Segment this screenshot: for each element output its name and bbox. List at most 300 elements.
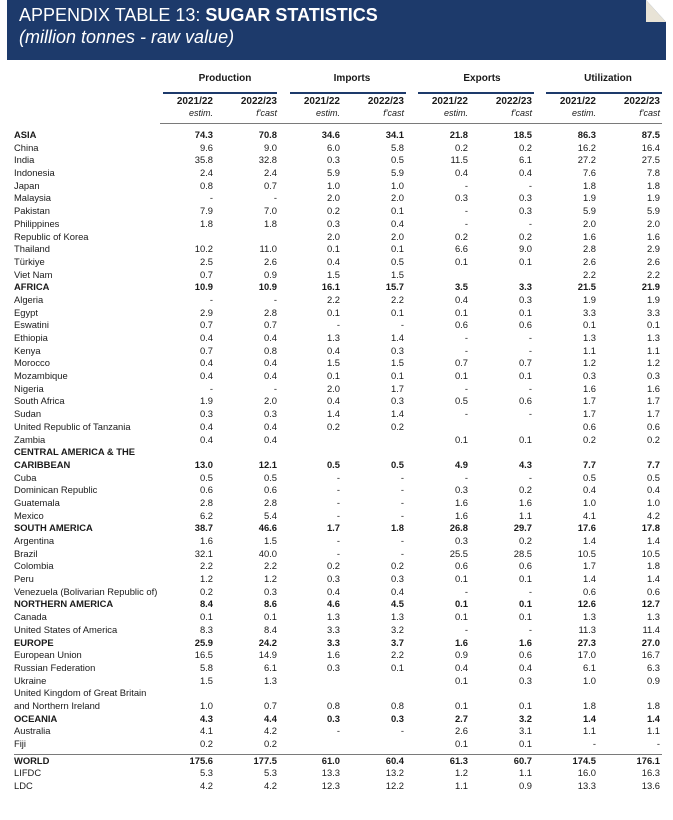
table-cell: 1.6 — [646, 382, 660, 394]
table-cell: 0.3 — [646, 370, 660, 382]
table-cell: 0.6 — [518, 649, 532, 661]
column-year: 2021/22 — [431, 96, 468, 107]
row-label: Türkiye — [14, 255, 45, 267]
row-label: Philippines — [14, 217, 60, 229]
row-label: Viet Nam — [14, 268, 53, 280]
table-cell: 1.7 — [646, 408, 660, 420]
table-cell: 0.3 — [390, 344, 404, 356]
table-cell: 0.2 — [518, 484, 532, 496]
table-cell: 0.3 — [454, 484, 468, 496]
table-row — [0, 345, 673, 358]
table-row — [0, 205, 673, 218]
row-label: Sudan — [14, 408, 42, 420]
row-label: Indonesia — [14, 167, 55, 179]
table-cell: 1.5 — [326, 357, 340, 369]
table-cell: 0.9 — [518, 780, 532, 792]
table-row — [0, 370, 673, 383]
table-cell: 0.6 — [454, 319, 468, 331]
table-cell: 60.7 — [513, 754, 532, 766]
table-cell: 1.4 — [646, 535, 660, 547]
column-estimate-type: estim. — [315, 108, 340, 118]
table-cell: 0.4 — [263, 332, 277, 343]
row-label: Nigeria — [14, 382, 44, 394]
table-cell: 0.6 — [454, 560, 468, 572]
table-cell: 0.1 — [518, 573, 532, 585]
table-cell: 1.8 — [582, 179, 596, 191]
table-cell: 3.3 — [326, 623, 340, 635]
row-label: Cuba — [14, 471, 37, 483]
column-year: 2022/23 — [623, 96, 660, 107]
table-cell: 10.2 — [194, 243, 213, 255]
table-cell: 0.1 — [326, 370, 340, 382]
table-cell: 0.7 — [263, 699, 277, 711]
table-cell: 2.9 — [646, 243, 660, 255]
table-row — [0, 662, 673, 675]
table-cell: 1.0 — [326, 179, 340, 191]
table-cell: 0.4 — [199, 332, 213, 343]
table-cell: 0.4 — [518, 661, 532, 673]
table-cell: 1.8 — [646, 560, 660, 572]
table-row — [0, 269, 673, 282]
table-row — [0, 192, 673, 205]
table-cell: 0.7 — [199, 268, 213, 280]
table-cell: 34.1 — [385, 129, 404, 140]
table-cell: 1.4 — [390, 408, 404, 420]
title-bold: SUGAR STATISTICS — [205, 5, 378, 25]
table-cell: 0.2 — [199, 585, 213, 597]
table-cell: 1.5 — [390, 357, 404, 369]
table-title — [19, 4, 378, 26]
table-cell: 0.2 — [518, 230, 532, 242]
table-cell: 7.0 — [263, 205, 277, 217]
column-year: 2021/22 — [176, 96, 213, 107]
table-cell: 2.9 — [199, 306, 213, 318]
table-cell: 0.6 — [646, 420, 660, 432]
row-label: United States of America — [14, 623, 118, 635]
row-label: Russian Federation — [14, 661, 96, 673]
table-cell: 11.5 — [450, 154, 468, 166]
row-label: Morocco — [14, 357, 50, 369]
table-cell: - — [464, 585, 468, 597]
table-region-row — [0, 281, 673, 294]
table-cell: 1.7 — [582, 395, 596, 407]
table-cell: 32.1 — [194, 547, 213, 559]
table-cell: 5.9 — [326, 167, 340, 179]
table-cell: 5.9 — [390, 167, 404, 179]
table-cell: 0.2 — [326, 420, 340, 432]
table-cell: 0.3 — [518, 293, 532, 305]
table-cell: 0.1 — [646, 319, 660, 331]
table-cell: 1.5 — [326, 268, 340, 280]
row-label: Pakistan — [14, 205, 50, 217]
table-cell: - — [336, 471, 340, 483]
table-cell: 0.1 — [518, 370, 532, 382]
table-cell: 6.1 — [582, 661, 596, 673]
table-cell: 13.2 — [385, 767, 404, 779]
table-cell: 2.7 — [454, 712, 468, 724]
table-cell: 1.1 — [646, 344, 660, 356]
table-cell: 1.6 — [454, 509, 468, 521]
table-cell: 1.6 — [582, 230, 596, 242]
table-cell: 21.9 — [641, 281, 660, 293]
table-cell: 0.6 — [518, 395, 532, 407]
table-cell: 0.3 — [199, 408, 213, 420]
table-cell: 6.0 — [326, 141, 340, 153]
table-cell: 1.2 — [454, 767, 468, 779]
table-cell: 12.6 — [577, 598, 596, 610]
column-year-header — [610, 96, 660, 119]
row-label-line-2: CARIBBEAN — [14, 458, 71, 470]
table-cell: 0.4 — [454, 167, 468, 179]
table-cell: 1.9 — [646, 293, 660, 305]
table-cell: 16.5 — [194, 649, 213, 661]
table-cell: 1.6 — [454, 636, 468, 648]
row-label-line-2: and Northern Ireland — [14, 699, 100, 711]
table-cell: 0.4 — [263, 357, 277, 369]
table-cell: 2.4 — [263, 167, 277, 179]
column-year-header — [418, 96, 468, 119]
table-cell: 0.4 — [326, 255, 340, 267]
table-cell: 2.8 — [582, 243, 596, 255]
table-cell: 0.8 — [326, 699, 340, 711]
row-label: Ukraine — [14, 674, 47, 686]
row-label: WORLD — [14, 754, 50, 766]
row-label: Mexico — [14, 509, 44, 521]
column-year-header — [482, 96, 532, 119]
table-cell: 0.9 — [646, 674, 660, 686]
table-cell: 0.2 — [582, 433, 596, 445]
row-label: Zambia — [14, 433, 46, 445]
table-cell: 0.1 — [454, 738, 468, 750]
table-cell: 13.3 — [321, 767, 340, 779]
table-row — [0, 307, 673, 320]
table-cell: 0.4 — [518, 167, 532, 179]
table-cell: - — [528, 585, 532, 597]
table-cell: 0.8 — [199, 179, 213, 191]
table-cell: 0.1 — [390, 661, 404, 673]
column-group-header: Exports — [463, 73, 501, 84]
table-cell: 25.5 — [449, 547, 468, 559]
table-cell: 5.4 — [263, 509, 277, 521]
table-cell: - — [400, 471, 404, 483]
table-row — [0, 319, 673, 332]
table-cell: 0.4 — [326, 585, 340, 597]
row-label: LIFDC — [14, 767, 42, 779]
column-group-rule — [418, 92, 534, 94]
table-cell: 1.8 — [263, 217, 277, 229]
header-divider — [160, 123, 662, 124]
table-cell: 0.1 — [454, 598, 468, 610]
table-cell: 18.5 — [513, 129, 532, 140]
table-cell: 176.1 — [636, 754, 660, 766]
table-cell: 15.7 — [385, 281, 404, 293]
table-cell: - — [273, 382, 277, 394]
table-cell: 0.1 — [454, 433, 468, 445]
table-row — [0, 767, 673, 780]
table-cell: - — [336, 319, 340, 331]
table-row — [0, 675, 673, 688]
table-row — [0, 472, 673, 485]
table-cell: 11.3 — [578, 623, 596, 635]
table-cell: 0.1 — [390, 205, 404, 217]
table-cell: 1.1 — [582, 725, 596, 737]
table-cell: 0.1 — [454, 306, 468, 318]
table-cell: 0.5 — [199, 471, 213, 483]
table-cell: 0.1 — [454, 573, 468, 585]
table-cell: 4.1 — [582, 509, 596, 521]
table-cell: 0.7 — [518, 357, 532, 369]
row-label: Guatemala — [14, 496, 60, 508]
table-cell: 21.8 — [449, 129, 468, 140]
table-cell: - — [464, 382, 468, 394]
row-label: Eswatini — [14, 319, 49, 331]
table-cell: 1.2 — [646, 357, 660, 369]
table-cell: 3.5 — [454, 281, 468, 293]
table-cell: 38.7 — [194, 522, 213, 534]
page-corner-fold-icon — [646, 0, 666, 22]
table-row — [0, 357, 673, 370]
table-cell: 10.9 — [194, 281, 213, 293]
table-cell: 0.4 — [199, 433, 213, 445]
row-label: SOUTH AMERICA — [14, 522, 93, 534]
table-row — [0, 484, 673, 497]
table-row — [0, 256, 673, 269]
table-row — [0, 497, 673, 510]
table-cell: 0.5 — [326, 458, 340, 470]
table-cell: 2.0 — [326, 230, 340, 242]
table-cell: 86.3 — [577, 129, 596, 140]
table-cell: - — [400, 535, 404, 547]
table-cell: 1.3 — [582, 611, 596, 623]
table-cell: 0.4 — [390, 585, 404, 597]
table-cell: 17.0 — [577, 649, 596, 661]
table-cell: 0.3 — [390, 573, 404, 585]
table-cell: 2.2 — [326, 293, 340, 305]
table-cell: 1.9 — [582, 293, 596, 305]
table-cell: 7.7 — [582, 458, 596, 470]
column-year: 2022/23 — [367, 96, 404, 107]
row-label: Fiji — [14, 738, 26, 750]
column-estimate-type: f'cast — [256, 108, 277, 118]
table-cell: 5.9 — [582, 205, 596, 217]
table-cell: 0.4 — [582, 484, 596, 496]
table-cell: 4.2 — [263, 725, 277, 737]
table-cell: 1.0 — [199, 699, 213, 711]
table-cell: 1.6 — [454, 496, 468, 508]
table-cell: 0.3 — [518, 205, 532, 217]
table-cell: 4.3 — [199, 712, 213, 724]
table-cell: 1.6 — [646, 230, 660, 242]
table-cell: 0.4 — [263, 433, 277, 445]
column-group-header: Utilization — [584, 73, 632, 84]
column-estimate-type: estim. — [443, 108, 468, 118]
table-cell: 28.5 — [513, 547, 532, 559]
table-cell: 16.0 — [577, 767, 596, 779]
table-cell: 0.4 — [454, 661, 468, 673]
table-cell: 4.5 — [390, 598, 404, 610]
table-cell: 2.0 — [326, 192, 340, 204]
table-cell: 4.4 — [263, 712, 277, 724]
table-cell: 4.2 — [263, 780, 277, 792]
table-cell: 21.5 — [577, 281, 596, 293]
table-cell: 2.2 — [263, 560, 277, 572]
table-cell: 5.8 — [390, 141, 404, 153]
row-label: EUROPE — [14, 636, 54, 648]
table-cell: - — [400, 547, 404, 559]
table-cell: 11.4 — [642, 623, 660, 635]
table-cell: - — [336, 725, 340, 737]
table-cell: 8.4 — [263, 623, 277, 635]
row-label: Canada — [14, 611, 47, 623]
table-cell: - — [400, 509, 404, 521]
table-cell: 0.5 — [390, 458, 404, 470]
table-cell: 0.3 — [454, 535, 468, 547]
row-label: Venezuela (Bolivarian Republic of) — [14, 585, 158, 597]
column-year-header — [546, 96, 596, 119]
table-cell: 5.3 — [263, 767, 277, 779]
table-cell: 12.1 — [258, 458, 277, 470]
table-cell: 34.6 — [321, 129, 340, 140]
column-group-rule — [163, 92, 277, 94]
table-row — [0, 548, 673, 561]
column-estimate-type: f'cast — [383, 108, 404, 118]
table-row — [0, 421, 673, 434]
row-label: AFRICA — [14, 281, 50, 293]
table-cell: 0.2 — [454, 230, 468, 242]
table-cell: - — [464, 471, 468, 483]
table-region-row — [0, 598, 673, 611]
table-cell: 0.4 — [646, 484, 660, 496]
table-cell: 70.8 — [258, 129, 277, 140]
table-cell: 2.4 — [199, 167, 213, 179]
table-cell: 177.5 — [253, 754, 277, 766]
table-cell: 7.7 — [646, 458, 660, 470]
table-cell: 0.7 — [454, 357, 468, 369]
column-estimate-type: f'cast — [639, 108, 660, 118]
table-cell: 3.3 — [518, 281, 532, 293]
table-cell: 27.0 — [641, 636, 660, 648]
table-cell: 0.2 — [326, 560, 340, 572]
table-region-row — [0, 713, 673, 726]
table-cell: - — [528, 217, 532, 229]
row-label: LDC — [14, 780, 33, 792]
table-cell: 0.1 — [518, 611, 532, 623]
table-cell: 0.3 — [454, 192, 468, 204]
table-cell: 5.8 — [199, 661, 213, 673]
table-cell: 35.8 — [194, 154, 213, 166]
table-cell: 0.3 — [326, 712, 340, 724]
table-cell: 3.3 — [326, 636, 340, 648]
table-cell: - — [209, 293, 213, 305]
table-cell: 2.0 — [263, 395, 277, 407]
row-label: Australia — [14, 725, 51, 737]
table-cell: 1.1 — [518, 767, 532, 779]
table-cell: 1.6 — [582, 382, 596, 394]
table-cell: 1.7 — [326, 522, 340, 534]
table-cell: 0.7 — [199, 319, 213, 331]
table-cell: 2.0 — [326, 382, 340, 394]
table-cell: 0.1 — [326, 243, 340, 255]
table-cell: 1.6 — [518, 636, 532, 648]
table-cell: 0.1 — [518, 306, 532, 318]
table-cell: 0.4 — [263, 370, 277, 382]
table-cell: 0.3 — [326, 661, 340, 673]
table-cell: 7.9 — [199, 205, 213, 217]
table-cell: 1.8 — [390, 522, 404, 534]
table-cell: 0.7 — [199, 344, 213, 356]
table-row — [0, 510, 673, 523]
table-cell: 0.2 — [326, 205, 340, 217]
table-cell: 6.1 — [518, 154, 532, 166]
table-cell: 2.5 — [199, 255, 213, 267]
table-cell: - — [336, 509, 340, 521]
column-group-header: Imports — [333, 73, 371, 84]
table-cell: - — [336, 484, 340, 496]
column-year: 2021/22 — [559, 96, 596, 107]
table-cell: 0.6 — [518, 560, 532, 572]
table-cell: 1.6 — [326, 649, 340, 661]
table-cell: 1.3 — [263, 674, 277, 686]
table-cell: 2.2 — [390, 293, 404, 305]
table-cell: 0.3 — [390, 395, 404, 407]
table-cell: 9.6 — [199, 141, 213, 153]
table-row — [0, 180, 673, 193]
table-cell: 1.5 — [263, 535, 277, 547]
table-cell: 1.8 — [646, 699, 660, 711]
table-cell: 0.1 — [326, 306, 340, 318]
table-row — [0, 624, 673, 637]
table-cell: - — [464, 217, 468, 229]
table-cell: 0.2 — [518, 141, 532, 153]
column-year-header — [290, 96, 340, 119]
row-label: Ethiopia — [14, 332, 48, 343]
table-cell: 0.6 — [646, 585, 660, 597]
row-label-line-1: United Kingdom of Great Britain — [14, 687, 147, 699]
table-cell: 1.8 — [199, 217, 213, 229]
table-cell: 0.1 — [518, 699, 532, 711]
table-cell: 2.0 — [646, 217, 660, 229]
table-cell: 0.4 — [199, 420, 213, 432]
table-region-row — [0, 129, 673, 142]
table-cell: 16.2 — [577, 141, 596, 153]
table-cell: 0.1 — [454, 255, 468, 267]
table-cell: - — [592, 738, 596, 750]
table-cell: 3.2 — [518, 712, 532, 724]
table-cell: 0.8 — [390, 699, 404, 711]
table-cell: 1.3 — [582, 332, 596, 343]
table-cell: 1.4 — [582, 573, 596, 585]
table-cell: 0.8 — [263, 344, 277, 356]
table-cell: 2.8 — [263, 496, 277, 508]
table-cell: 6.2 — [199, 509, 213, 521]
table-cell: 16.7 — [641, 649, 660, 661]
table-cell: - — [656, 738, 660, 750]
table-cell: 0.1 — [390, 370, 404, 382]
table-row — [0, 294, 673, 307]
table-cell: 0.1 — [518, 738, 532, 750]
table-row — [0, 383, 673, 396]
table-cell: 26.8 — [449, 522, 468, 534]
table-cell: 0.1 — [390, 243, 404, 255]
table-cell: 0.1 — [454, 611, 468, 623]
table-cell: 2.8 — [199, 496, 213, 508]
table-cell: 1.1 — [518, 509, 532, 521]
table-cell: 13.0 — [194, 458, 213, 470]
table-cell: 12.7 — [641, 598, 660, 610]
table-cell: 0.6 — [199, 484, 213, 496]
row-label: United Republic of Tanzania — [14, 420, 131, 432]
table-cell: 16.4 — [641, 141, 660, 153]
